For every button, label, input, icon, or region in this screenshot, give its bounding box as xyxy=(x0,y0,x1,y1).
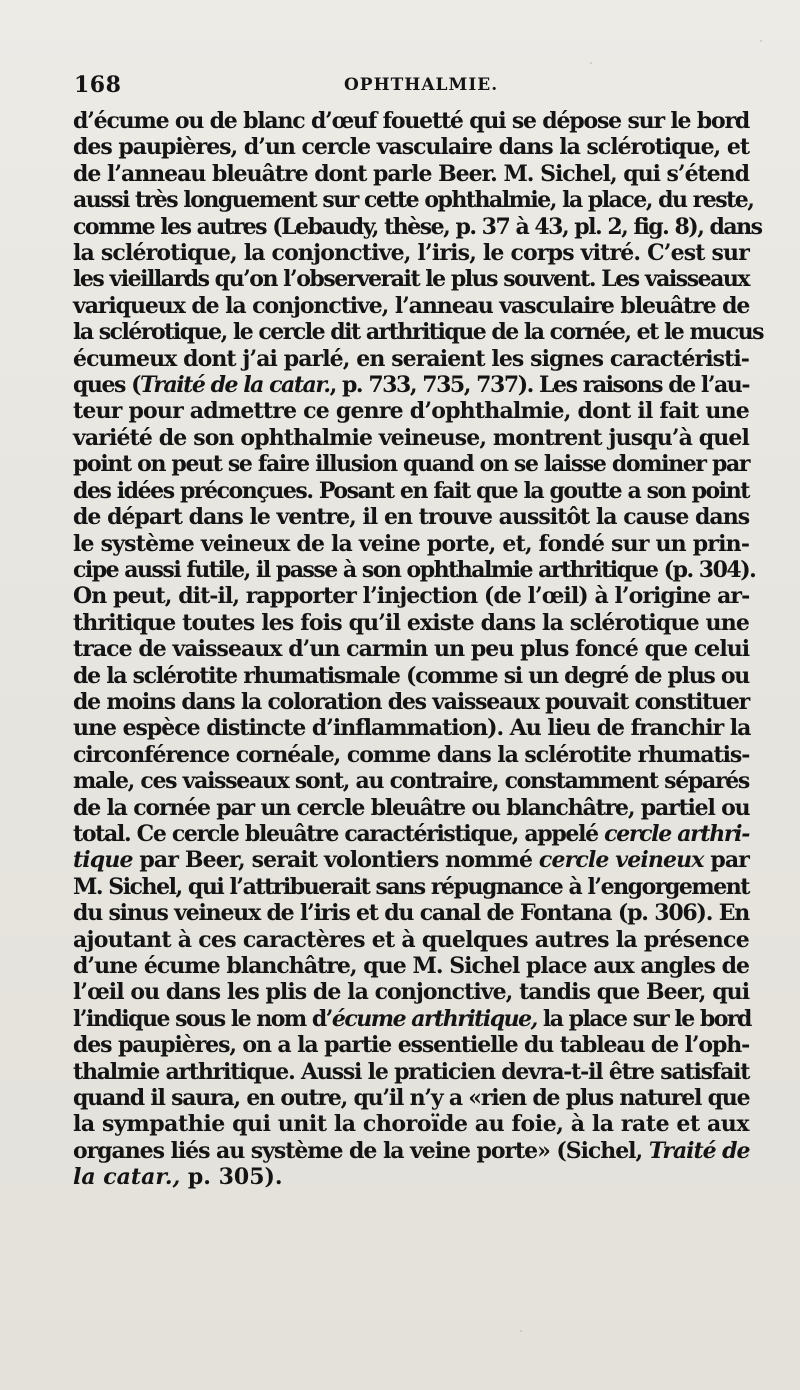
text-span: thritique toutes les fois qu’il existe dans la sclérotique une xyxy=(73,609,749,636)
text-line xyxy=(73,953,749,979)
text-span: la sclérotique, le cercle dit arthritique de la cornée, et le mucus xyxy=(73,319,764,346)
text-line xyxy=(73,927,749,953)
text-span: On peut, dit-il, rapporter l’injection (de l’œil) à l’origine ar- xyxy=(73,583,750,610)
text-span: thalmie arthritique. Aussi le praticien devra-t-il être satisfait xyxy=(73,1058,750,1085)
text-line xyxy=(73,715,749,741)
body-paragraph xyxy=(73,108,764,1191)
text-span: point on peut se faire illusion quand on se laisse dominer par xyxy=(73,451,750,478)
text-span: M. Sichel, qui l’attribuerait sans répugnance à l’engorgement xyxy=(73,873,749,900)
text-line xyxy=(73,1138,749,1164)
text-line xyxy=(73,398,749,424)
text-line xyxy=(73,663,749,689)
text-line xyxy=(73,425,749,451)
italic-span: tique xyxy=(73,847,133,874)
text-line xyxy=(73,610,749,636)
text-span: organes liés au système de la veine porte» (Sichel, xyxy=(73,1137,649,1164)
italic-span: cercle arthri- xyxy=(604,820,749,847)
text-span: les vieillards qu’on l’observerait le plus souvent. Les vaisseaux xyxy=(73,266,750,293)
text-span: , p. 733, 735, 737). Les raisons de l’au- xyxy=(329,372,749,399)
text-line xyxy=(73,266,749,292)
text-span: aussi très longuement sur cette ophthalmie, la place, du reste, xyxy=(73,187,754,214)
text-span: total. Ce cercle bleuâtre caractéristique, appelé xyxy=(73,820,605,847)
text-line xyxy=(73,240,749,266)
text-span: cipe aussi futile, il passe à son ophthalmie arthritique (p. 304). xyxy=(73,556,756,583)
text-span: par Beer, serait volontiers nommé xyxy=(132,847,539,874)
paper-speck xyxy=(520,1330,522,1332)
text-span: écumeux dont j’ai parlé, en seraient les signes caractéristi- xyxy=(73,345,749,372)
text-line xyxy=(73,187,754,214)
text-span: p. 305). xyxy=(180,1164,283,1191)
text-line xyxy=(73,742,749,768)
text-line xyxy=(73,108,749,134)
text-line xyxy=(73,900,749,926)
text-span: d’une écume blanchâtre, que M. Sichel place aux angles de xyxy=(73,953,749,979)
text-span: l’indique sous le nom d’ xyxy=(73,1005,332,1032)
text-span: variété de son ophthalmie veineuse, montrent jusqu’à quel xyxy=(73,424,749,451)
text-line xyxy=(73,478,749,504)
italic-span: Traité de xyxy=(648,1137,750,1164)
text-line xyxy=(73,504,749,530)
text-line xyxy=(73,821,749,847)
text-line xyxy=(73,636,749,662)
text-line xyxy=(73,1006,749,1032)
italic-span: cercle veineux xyxy=(538,847,704,874)
text-line xyxy=(73,556,756,583)
paper-speck xyxy=(590,62,592,64)
text-span: la place sur le bord xyxy=(536,1005,751,1032)
text-line xyxy=(73,689,749,715)
text-line xyxy=(73,979,749,1005)
running-head: OPHTHALMIE. xyxy=(344,75,499,95)
text-span: trace de vaisseaux d’un carmin un peu plus foncé que celui xyxy=(73,636,750,663)
text-span: des idées préconçues. Posant en fait que la goutte a son point xyxy=(73,477,749,504)
text-line xyxy=(73,451,749,477)
text-span: de la sclérotite rhumatismale (comme si un degré de plus ou xyxy=(73,662,749,689)
text-span: la sympathie qui unit la choroïde au foie, à la rate et aux xyxy=(73,1111,750,1138)
text-line xyxy=(73,213,762,240)
paper-speck xyxy=(760,40,762,42)
text-span: de l’anneau bleuâtre dont parle Beer. M. Sichel, qui s’étend xyxy=(73,160,749,187)
text-span: une espèce distincte d’inflammation). Au lieu de franchir la xyxy=(73,715,751,742)
text-line xyxy=(73,372,749,398)
text-span: circonférence cornéale, comme dans la sclérotite rhumatis- xyxy=(73,741,750,768)
text-line xyxy=(73,1059,749,1085)
page-number: 168 xyxy=(74,72,122,98)
italic-span: écume arthritique, xyxy=(331,1005,537,1032)
text-span: ajoutant à ces caractères et à quelques autres la présence xyxy=(73,926,749,953)
text-line xyxy=(73,1164,749,1190)
page-header xyxy=(74,72,748,106)
text-span: quand il saura, en outre, qu’il n’y a «rien de plus naturel que xyxy=(73,1085,750,1112)
text-line xyxy=(73,583,749,609)
text-span: le système veineux de la veine porte, et, fondé sur un prin- xyxy=(73,530,750,557)
text-span: des paupières, d’un cercle vasculaire dans la sclérotique, et xyxy=(73,134,749,161)
text-span: d’écume ou de blanc d’œuf fouetté qui se dépose sur le bord xyxy=(73,108,750,134)
text-span: du sinus veineux de l’iris et du canal de Fontana (p. 306). En xyxy=(73,900,750,927)
text-line xyxy=(73,847,749,873)
italic-span: Traité de la catar. xyxy=(140,372,330,399)
text-span: l’œil ou dans les plis de la conjonctive, tandis que Beer, qui xyxy=(73,979,750,1006)
text-line xyxy=(73,134,749,160)
italic-span: la catar., xyxy=(73,1164,181,1191)
text-span: teur pour admettre ce genre d’ophthalmie, dont il fait une xyxy=(73,398,749,425)
text-span: male, ces vaisseaux sont, au contraire, constamment séparés xyxy=(73,768,749,795)
text-line xyxy=(73,161,749,187)
text-line xyxy=(73,531,749,557)
text-line xyxy=(73,1111,749,1137)
text-span: des paupières, on a la partie essentielle du tableau de l’oph- xyxy=(73,1032,750,1059)
text-line xyxy=(73,1032,749,1058)
text-span: de la cornée par un cercle bleuâtre ou blanchâtre, partiel ou xyxy=(73,794,750,821)
text-span: la sclérotique, la conjonctive, l’iris, le corps vitré. C’est sur xyxy=(73,240,749,267)
text-span: variqueux de la conjonctive, l’anneau vasculaire bleuâtre de xyxy=(73,292,750,319)
text-line xyxy=(73,319,764,346)
text-span: par xyxy=(703,847,749,874)
text-line xyxy=(73,346,749,372)
text-span: ques ( xyxy=(73,372,141,399)
text-line xyxy=(73,795,749,821)
text-span: de moins dans la coloration des vaisseaux pouvait constituer xyxy=(73,688,749,715)
text-line xyxy=(73,1085,749,1111)
text-line xyxy=(73,293,749,319)
text-line xyxy=(73,768,749,794)
text-line xyxy=(73,874,749,900)
text-span: comme les autres (Lebaudy, thèse, p. 37 à 43, pl. 2, fig. 8), dans xyxy=(73,213,762,240)
text-span: de départ dans le ventre, il en trouve aussitôt la cause dans xyxy=(73,504,750,531)
